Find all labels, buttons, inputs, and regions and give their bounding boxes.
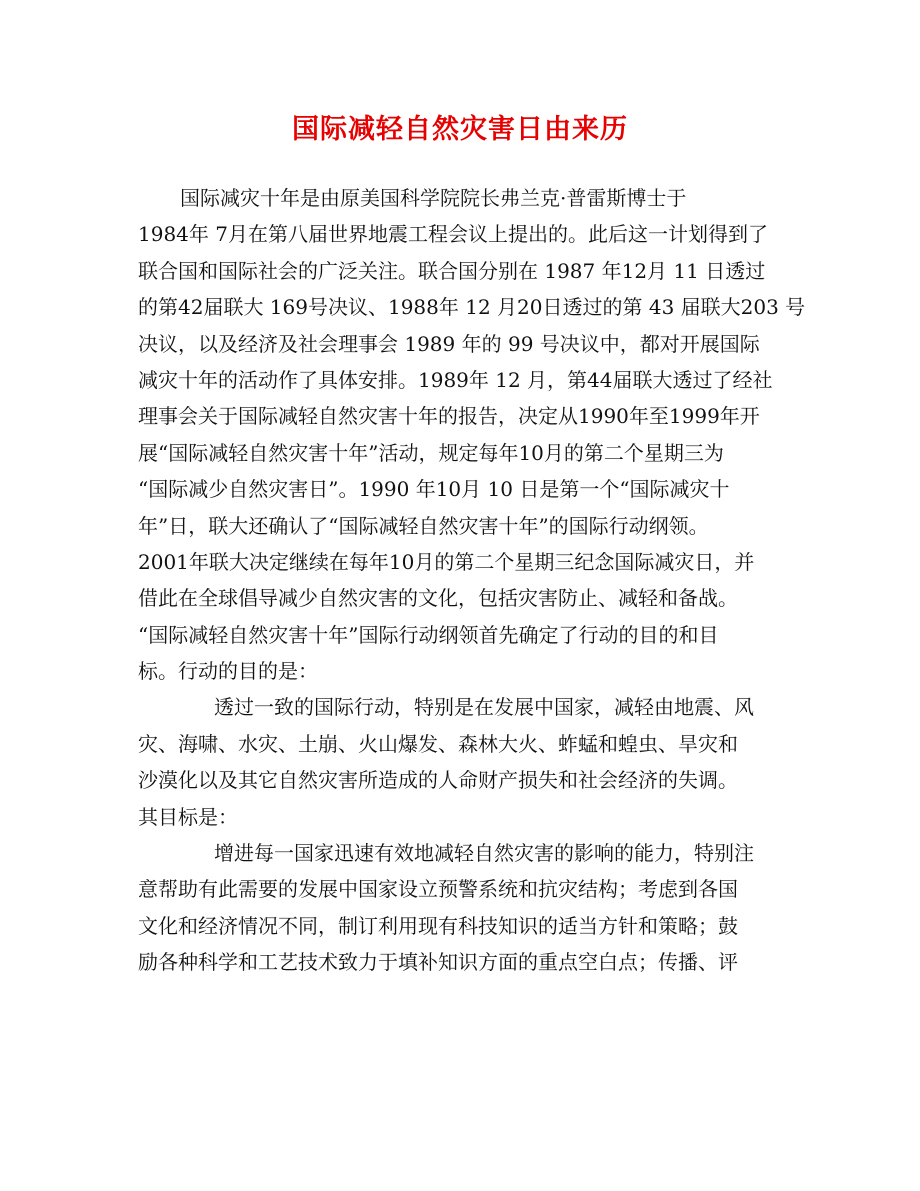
text-line: 透过一致的国际行动，特别是在发展中国家，减轻由地震、风 — [214, 695, 754, 720]
text-line: 联合国和国际社会的广泛关注。联合国分别在 1987 年12月 11 日透过 — [138, 258, 766, 283]
text-line: 1984年 7月在第八届世界地震工程会议上提出的。此后这一计划得到了 — [138, 222, 768, 247]
text-line: 决议，以及经济及社会理事会 1989 年的 99 号决议中，都对开展国际 — [138, 331, 760, 356]
document-body — [138, 180, 806, 981]
text-line: 年”日，联大还确认了“国际减轻自然灾害十年”的国际行动纲领。 — [138, 513, 709, 538]
document-title: 国际减轻自然灾害日由来历 — [292, 114, 628, 145]
text-line: “国际减轻自然灾害十年”国际行动纲领首先确定了行动的目的和目 — [138, 622, 719, 647]
text-line: 其目标是： — [138, 804, 238, 829]
text-line: 灾、海啸、水灾、土崩、火山爆发、森林大火、蚱蜢和蝗虫、旱灾和 — [138, 731, 738, 756]
text-line: 借此在全球倡导减少自然灾害的文化，包括灾害防止、减轻和备战。 — [138, 586, 738, 611]
text-line: 国际减灾十年是由原美国科学院院长弗兰克·普雷斯博士于 — [180, 186, 687, 210]
text-line: 展“国际减轻自然灾害十年”活动，规定每年10月的第二个星期三为 — [138, 440, 724, 465]
text-line: 2001年联大决定继续在每年10月的第二个星期三纪念国际减灾日，并 — [138, 549, 755, 574]
text-line: 标。行动的目的是： — [138, 659, 318, 684]
text-line: 沙漠化以及其它自然灾害所造成的人命财产损失和社会经济的失调。 — [138, 768, 738, 793]
text-line: 理事会关于国际减轻自然灾害十年的报告，决定从1990年至1999年开 — [138, 404, 760, 429]
text-line: 文化和经济情况不同，制订利用现有科技知识的适当方针和策略；鼓 — [138, 913, 738, 938]
text-line: 励各种科学和工艺技术致力于填补知识方面的重点空白点；传播、评 — [138, 950, 738, 975]
text-line: 意帮助有此需要的发展中国家设立预警系统和抗灾结构；考虑到各国 — [138, 877, 738, 902]
text-line: 增进每一国家迅速有效地减轻自然灾害的影响的能力，特别注 — [214, 841, 754, 866]
text-line: 减灾十年的活动作了具体安排。1989年 12 月，第44届联大透过了经社 — [138, 367, 773, 392]
text-line: 的第42届联大 169号决议、1988年 12 月20日透过的第 43 届联大203 号 — [138, 295, 806, 320]
text-line: “国际减少自然灾害日”。1990 年10月 10 日是第一个“国际减灾十 — [138, 477, 730, 502]
